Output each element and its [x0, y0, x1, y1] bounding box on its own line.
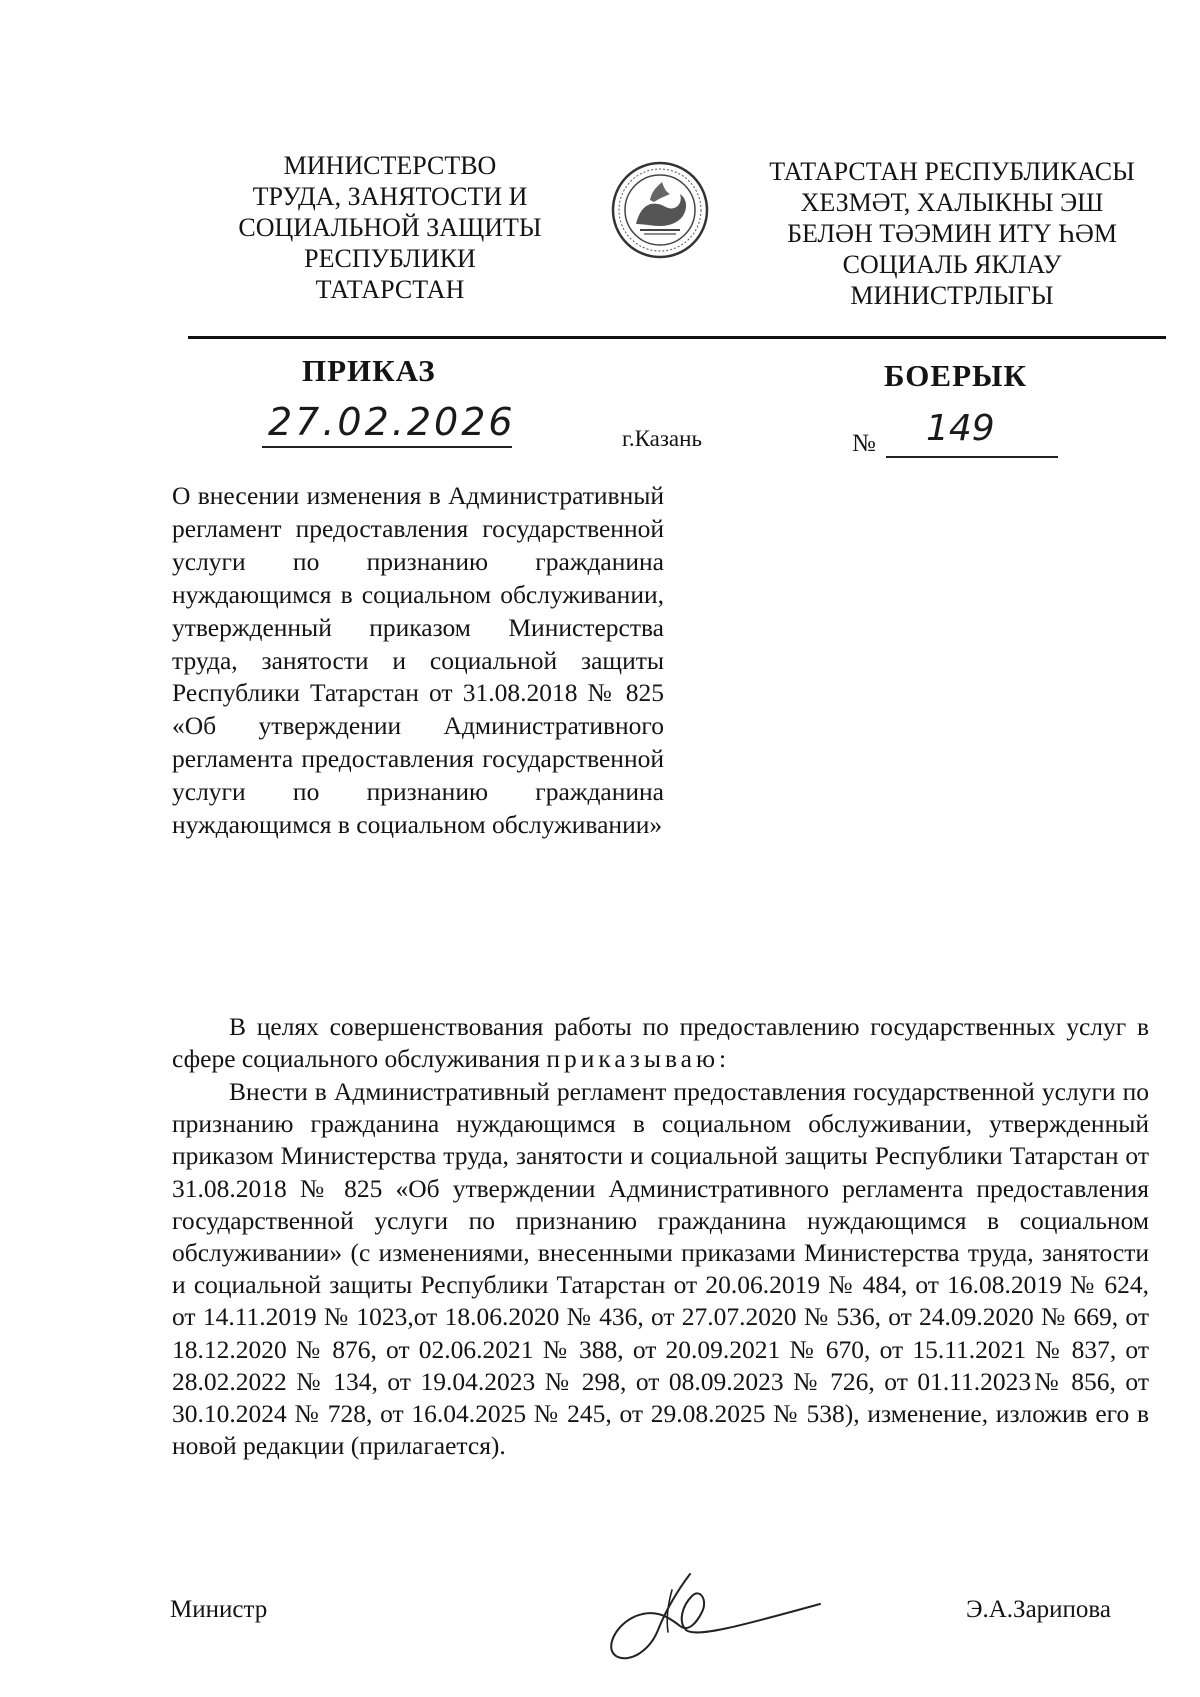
handwritten-signature	[570, 1560, 830, 1670]
order-city: г.Казань	[622, 426, 702, 451]
ministry-tt-line: ХЕЗМӘТ, ХАЛЫКНЫ ЭШ	[800, 188, 1104, 217]
order-title-tatar: БОЕРЫК	[884, 358, 1027, 393]
signatory-position: Министр	[170, 1596, 268, 1623]
order-number-handwritten: 149	[926, 408, 995, 449]
order-subject: О внесении изменения в Административный регламент предоставления государственной услуги по признанию гражданина нуждающимся в социальном обслуживании, утвержденный приказом Министерства труда, занятости и социальной защиты Республики Татарстан от 31.08.2018 № 825 «Об утверждении Административного регламента предоставления государственной услуги по признанию гражданина нуждающимся в социальном обслуживании»	[172, 481, 664, 840]
order-date-handwritten: 27.02.2026	[268, 400, 516, 444]
signatory-name: Э.А.Зарипова	[966, 1596, 1112, 1623]
ministry-tt-line: ТАТАРСТАН РЕСПУБЛИКАСЫ	[769, 157, 1135, 186]
order-title-russian: ПРИКАЗ	[302, 353, 436, 388]
ministry-name-tatar	[752, 156, 1152, 311]
number-underline	[886, 456, 1058, 458]
body-paragraph-amendment: Внести в Административный регламент предоставления государственной услуги по признанию гражданина нуждающимся в социальном обслуживании, утвержденный приказом Министерства труда, занятости и социальной защиты Республики Татарстан от 31.08.2018 № 825 «Об утверждении Административного регламента предоставления государственной услуги по признанию гражданина нуждающимся в социальном обслуживании» (с изменениями, внесенными приказами Министерства труда, занятости и социальной защиты Республики Татарстан от 20.06.2019 № 484, от 16.08.2019 № 624, от 14.11.2019 № 1023,от 18.06.2020 № 436, от 27.07.2020 № 536, от 24.09.2020 № 669, от 18.12.2020 № 876, от 02.06.2021 № 388, от 20.09.2021 № 670, от 15.11.2021 № 837, от 28.02.2022 № 134, от 19.04.2023 № 298, от 08.09.2023 № 726, от 01.11.2023№ 856, от 30.10.2024 № 728, от 16.04.2025 № 245, от 29.08.2025 № 538), изменение, изложив его в новой редакции (прилагается).	[172, 1077, 1149, 1461]
ministry-ru-line: СОЦИАЛЬНОЙ ЗАЩИТЫ	[238, 213, 542, 242]
header-divider	[188, 336, 1166, 339]
body-paragraph-purpose	[172, 1011, 1149, 1075]
ministry-tt-line: БЕЛӘН ТӘЭМИН ИТҮ ҺӘМ	[787, 219, 1117, 248]
ministry-tt-line: МИНИСТРЛЫГЫ	[850, 281, 1054, 310]
ministry-ru-line: ТАТАРСТАН	[315, 275, 465, 304]
purpose-text: В целях совершенствования работы по предоставлению государственных услуг в сфере социального обслуживания	[172, 1012, 1149, 1074]
tatarstan-emblem-icon	[610, 160, 710, 260]
order-number-label: №	[852, 430, 876, 457]
date-underline	[262, 446, 512, 448]
ministry-tt-line: СОЦИАЛЬ ЯКЛАУ	[842, 250, 1062, 279]
ministry-name-russian	[210, 150, 570, 305]
ministry-ru-line: ТРУДА, ЗАНЯТОСТИ И	[252, 182, 528, 211]
directive-word: приказываю:	[546, 1044, 731, 1074]
ministry-ru-line: РЕСПУБЛИКИ	[304, 244, 476, 273]
ministry-ru-line: МИНИСТЕРСТВО	[283, 151, 497, 180]
